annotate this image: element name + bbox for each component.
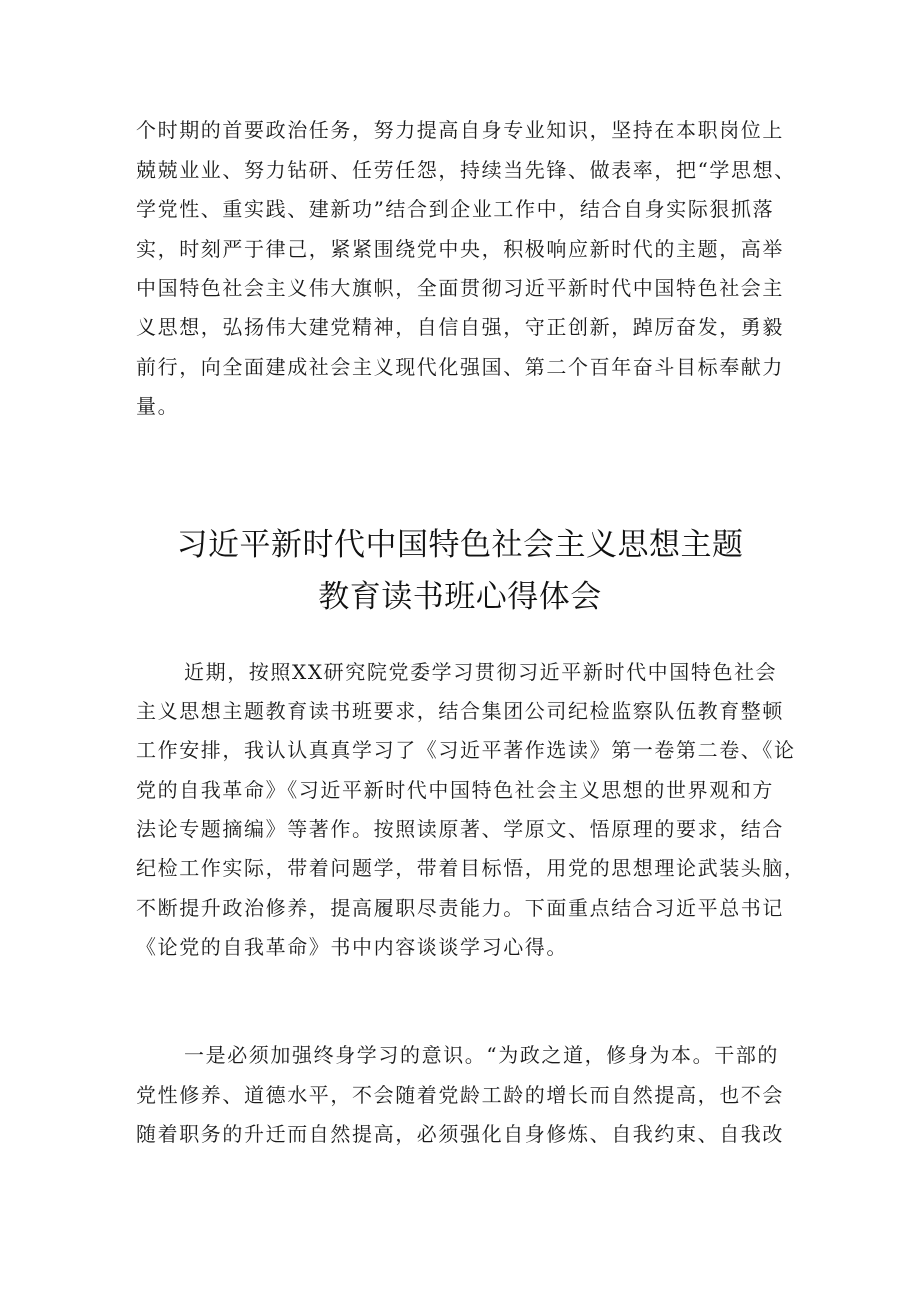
text-line: 法论专题摘编》等著作。按照读原著、学原文、悟原理的要求，结合 (136, 817, 784, 841)
title-line: 习近平新时代中国特色社会主义思想主题 (176, 527, 744, 563)
text-line: 党性修养、道德水平，不会随着党龄工龄的增长而自然提高，也不会 (136, 1083, 784, 1107)
text-line: 不断提升政治修养，提高履职尽责能力。下面重点结合习近平总书记 (136, 896, 784, 920)
text-line: 实，时刻严于律己，紧紧围绕党中央，积极响应新时代的主题，高举 (136, 237, 784, 261)
title-line: 教育读书班心得体会 (318, 579, 602, 615)
text-line: 党的自我革命》《习近平新时代中国特色社会主义思想的世界观和方 (136, 778, 774, 802)
text-line: 义思想，弘扬伟大建党精神，自信自强，守正创新，踔厉奋发，勇毅 (136, 315, 784, 339)
text-line: 工作安排，我认认真真学习了《习近平著作选读》第一卷第二卷、《论 (136, 738, 796, 762)
text-line: 中国特色社会主义伟大旗帜，全面贯彻习近平新时代中国特色社会主 (136, 276, 784, 300)
text-line: 近期，按照XX研究院党委学习贯彻习近平新时代中国特色社会 (184, 660, 778, 684)
text-line: 兢兢业业、努力钻研、任劳任怨，持续当先锋、做表率，把“学思想、 (136, 158, 796, 182)
text-line: 主义思想主题教育读书班要求，结合集团公司纪检监察队伍教育整顿 (136, 699, 784, 723)
text-line: 个时期的首要政治任务，努力提高自身专业知识，坚持在本职岗位上 (136, 118, 784, 142)
text-line: 学党性、重实践、建新功”结合到企业工作中，结合自身实际狠抓落 (136, 197, 775, 221)
text-line: 量。 (136, 394, 180, 418)
text-line: 《论党的自我革命》书中内容谈谈学习心得。 (136, 935, 568, 959)
text-line: 纪检工作实际，带着问题学，带着目标悟，用党的思想理论武装头脑， (136, 856, 806, 880)
text-line: 随着职务的升迁而自然提高，必须强化自身修炼、自我约束、自我改 (136, 1122, 784, 1146)
text-line: 一是必须加强终身学习的意识。“为政之道，修身为本。干部的 (184, 1043, 780, 1067)
text-line: 前行，向全面建成社会主义现代化强国、第二个百年奋斗目标奉献力 (136, 355, 784, 379)
